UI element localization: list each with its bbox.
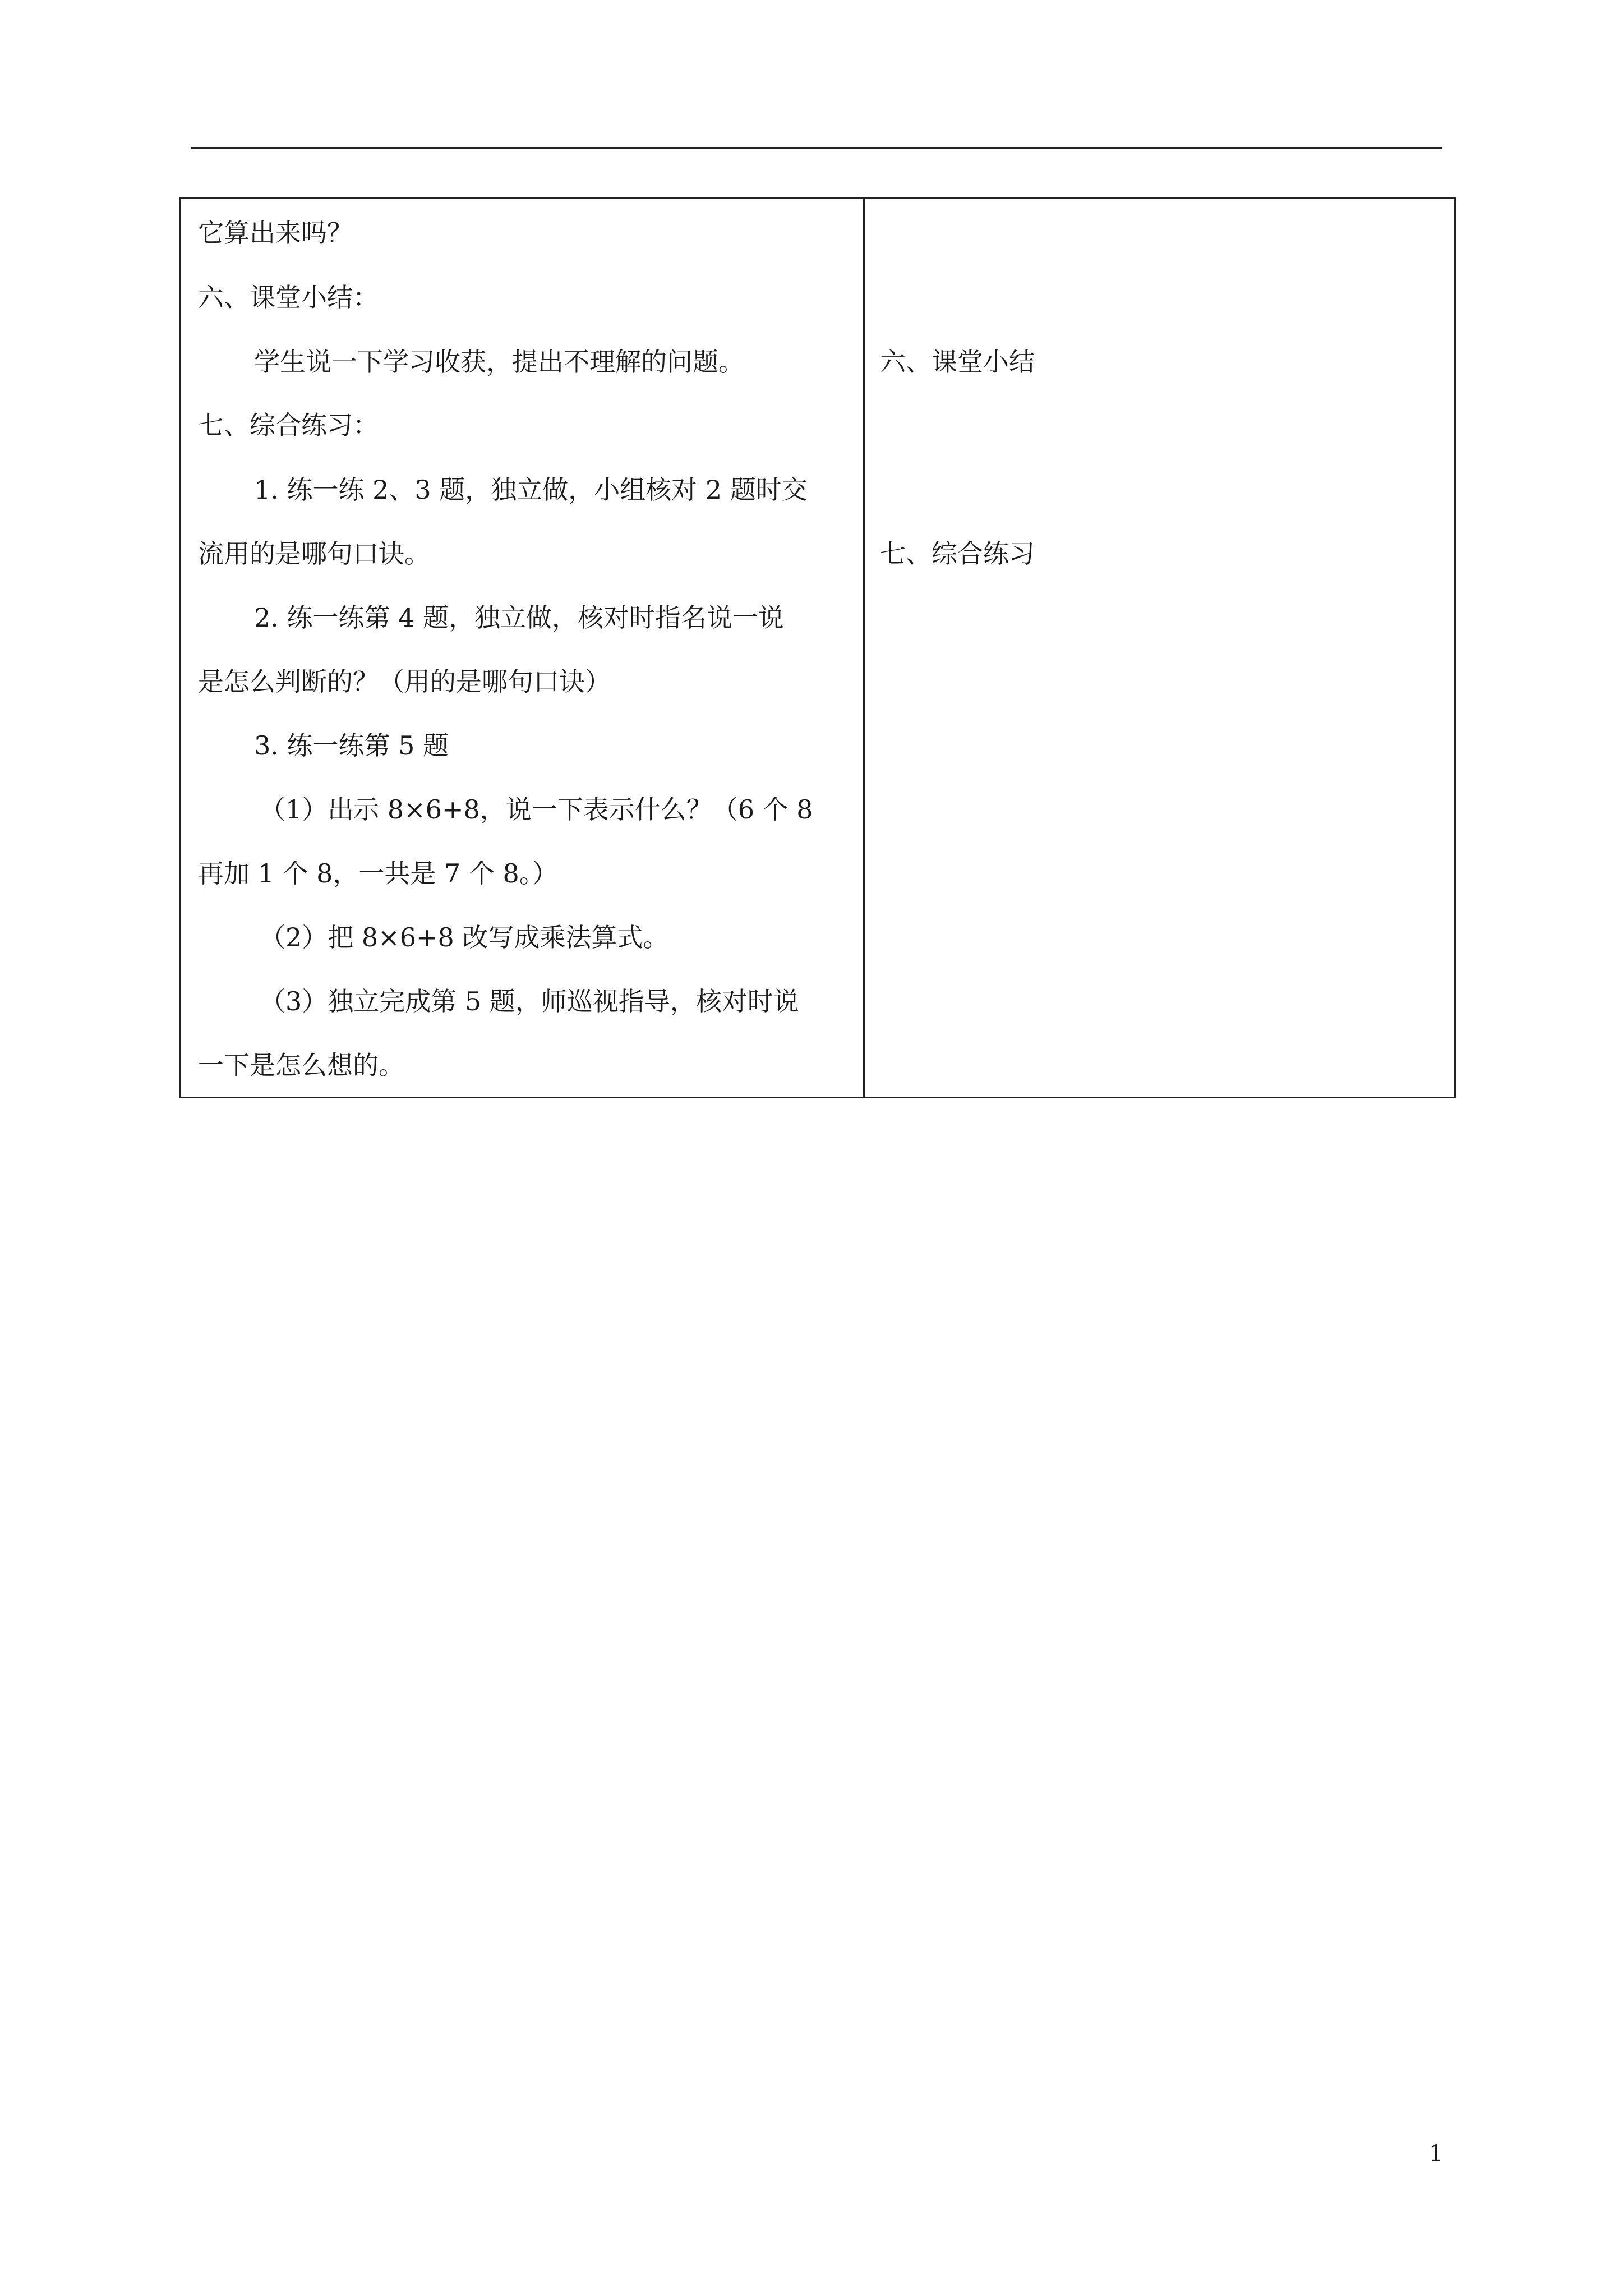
note-practice: 七、综合练习 <box>880 539 1035 569</box>
text-line: 1. 练一练 2、3 题，独立做，小组核对 2 题时交 <box>254 475 808 505</box>
page-number: 1 <box>1429 2141 1444 2166</box>
note-summary: 六、课堂小结 <box>880 347 1035 377</box>
column-divider <box>863 199 865 1097</box>
text-line: （2）把 8×6+8 改写成乘法算式。 <box>260 922 669 953</box>
text-line: （3）独立完成第 5 题，师巡视指导，核对时说 <box>260 986 799 1016</box>
text-line: 2. 练一练第 4 题，独立做，核对时指名说一说 <box>254 602 785 633</box>
text-line: 再加 1 个 8，一共是 7 个 8。） <box>198 858 558 889</box>
lesson-plan-table <box>179 197 1456 1098</box>
text-line: 是怎么判断的？（用的是哪句口诀） <box>198 666 611 697</box>
section-heading-practice: 七、综合练习： <box>198 410 379 440</box>
text-line: 它算出来吗？ <box>198 218 353 248</box>
text-line: 一下是怎么想的。 <box>198 1050 404 1080</box>
text-line: 学生说一下学习收获，提出不理解的问题。 <box>254 347 744 377</box>
text-line: 3. 练一练第 5 题 <box>254 730 449 761</box>
section-heading-summary: 六、课堂小结： <box>198 282 379 312</box>
text-line: 流用的是哪句口诀。 <box>198 539 430 569</box>
text-line: （1）出示 8×6+8，说一下表示什么？（6 个 8 <box>260 794 813 825</box>
header-rule <box>191 147 1442 149</box>
